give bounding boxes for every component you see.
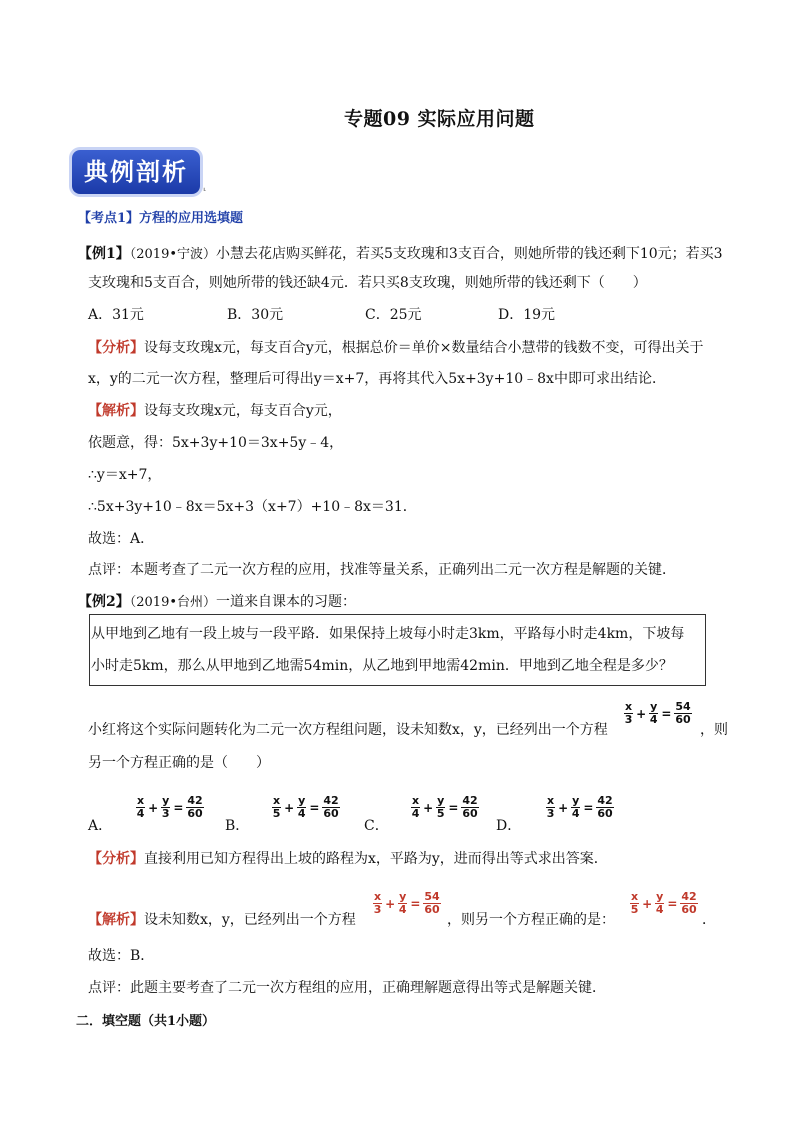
ex2-source: （2019•台州）	[129, 595, 217, 610]
ex1-analysis-line1	[88, 337, 704, 357]
ex1-solution-line1	[88, 400, 342, 420]
ex1-analysis-tag: 【分析】	[88, 340, 144, 356]
ex2-option-b-equation: $\frac{x}{5}$ + $\frac{y}{4}$ = $\frac{42}{60}$	[272, 794, 339, 820]
ex2-option-d-equation: $\frac{x}{3}$ + $\frac{y}{4}$ = $\frac{42}{60}$	[546, 794, 613, 820]
ex1-solution-line4: ∴5x+3y+10﹣8x＝5x+3（x+7）+10﹣8x＝31．	[88, 499, 417, 515]
ex2-option-b-letter: B．	[225, 818, 250, 834]
ex2-solution-end: ．	[702, 912, 716, 928]
kaodian-heading: 【考点1】方程的应用选填题	[78, 211, 244, 226]
ex2-label: 【例2】	[78, 594, 130, 610]
ex2-option-c-letter: C．	[364, 818, 389, 834]
ex2-question-line2: 另一个方程正确的是（ ）	[88, 755, 270, 771]
ex2-solution-line	[88, 909, 356, 929]
example-analysis-banner: 典例剖析	[72, 150, 200, 194]
ex2-option-d-letter: D．	[496, 818, 522, 834]
ex2-answer: 故选：B．	[88, 948, 155, 964]
ex2-analysis-line	[88, 848, 608, 868]
ex1-solution-line2: 依题意，得：5x+3y+10＝3x+5y﹣4，	[88, 435, 344, 451]
ex1-option-a: A．31元	[88, 307, 144, 323]
ex2-heading	[78, 591, 356, 611]
ex2-option-a-equation: $\frac{x}{4}$ + $\frac{y}{3}$ = $\frac{42}{60}$	[136, 794, 203, 820]
ex2-box-line1: 从甲地到乙地有一段上坡与一段平路．如果保持上坡每小时走3km，平路每小时走4km，下坡每	[91, 626, 685, 642]
ex1-answer: 故选：A．	[88, 531, 155, 547]
banner-mark: ⸤	[203, 183, 207, 193]
ex2-box-line2: 小时走5km，那么从甲地到乙地需54min，从乙地到甲地需42min．甲地到乙地全程是多少？	[91, 658, 673, 674]
page-title: 专题09 实际应用问题	[344, 108, 535, 130]
ex1-source: （2019•宁波）	[129, 247, 217, 262]
ex1-comment: 点评：本题考查了二元一次方程的应用，找准等量关系，正确列出二元一次方程是解题的关键．	[88, 562, 676, 578]
ex2-solution-text-b: ，则另一个方程正确的是：	[447, 912, 615, 928]
section-heading-fill-blank: 二．填空题（共1小题）	[76, 1014, 216, 1029]
ex1-question-line2: 支玫瑰和5支百合，则她所带的钱还缺4元．若只买8支玫瑰，则她所带的钱还剩下（ ）	[88, 275, 647, 291]
ex1-analysis-line2: x，y的二元一次方程，整理后可得出y＝x+7，再将其代入5x+3y+10﹣8x中即可求出结论．	[88, 371, 666, 387]
ex1-solution-line3: ∴y＝x+7，	[88, 467, 162, 483]
ex2-given-equation: $\frac{x}{3}$ + $\frac{y}{4}$ = $\frac{54}{60}$	[624, 700, 691, 726]
ex1-question-text1: 小慧去花店购买鲜花，若买5支玫瑰和3支百合，则她所带的钱还剩下10元；若买3	[216, 246, 723, 262]
ex2-analysis-text: 直接利用已知方程得出上坡的路程为x，平路为y，进而得出等式求出答案．	[144, 851, 608, 867]
ex1-label: 【例1】	[78, 246, 130, 262]
ex1-option-b: B．30元	[227, 307, 284, 323]
ex1-option-c: C．25元	[365, 307, 422, 323]
ex1-solution-tag: 【解析】	[88, 403, 144, 419]
ex2-solution-tag: 【解析】	[88, 912, 144, 928]
ex2-solution-equation1: $\frac{x}{3}$ + $\frac{y}{4}$ = $\frac{54}{60}$	[373, 890, 440, 916]
ex2-solution-text-a: 设未知数x，y，已经列出一个方程	[144, 912, 356, 928]
ex2-intro: 一道来自课本的习题：	[216, 594, 357, 610]
ex2-option-a-letter: A．	[88, 818, 113, 834]
ex2-solution-equation2: $\frac{x}{5}$ + $\frac{y}{4}$ = $\frac{42}{60}$	[630, 890, 697, 916]
ex1-solution-text1: 设每支玫瑰x元，每支百合y元，	[144, 403, 342, 419]
ex2-comment: 点评：此题主要考查了二元一次方程组的应用，正确理解题意得出等式是解题关键．	[88, 980, 606, 996]
ex2-question-line1: 小红将这个实际问题转化为二元一次方程组问题，设未知数x，y，已经列出一个方程	[88, 722, 608, 738]
ex1-option-d: D．19元	[498, 307, 556, 323]
ex1-question-line1	[78, 243, 723, 263]
ex2-question-tail: ，则	[700, 722, 728, 738]
ex1-analysis-text1: 设每支玫瑰x元，每支百合y元，根据总价＝单价×数量结合小慧带的钱数不变，可得出关于	[144, 340, 704, 356]
ex2-analysis-tag: 【分析】	[88, 851, 144, 867]
ex2-option-c-equation: $\frac{x}{4}$ + $\frac{y}{5}$ = $\frac{42}{60}$	[411, 794, 478, 820]
